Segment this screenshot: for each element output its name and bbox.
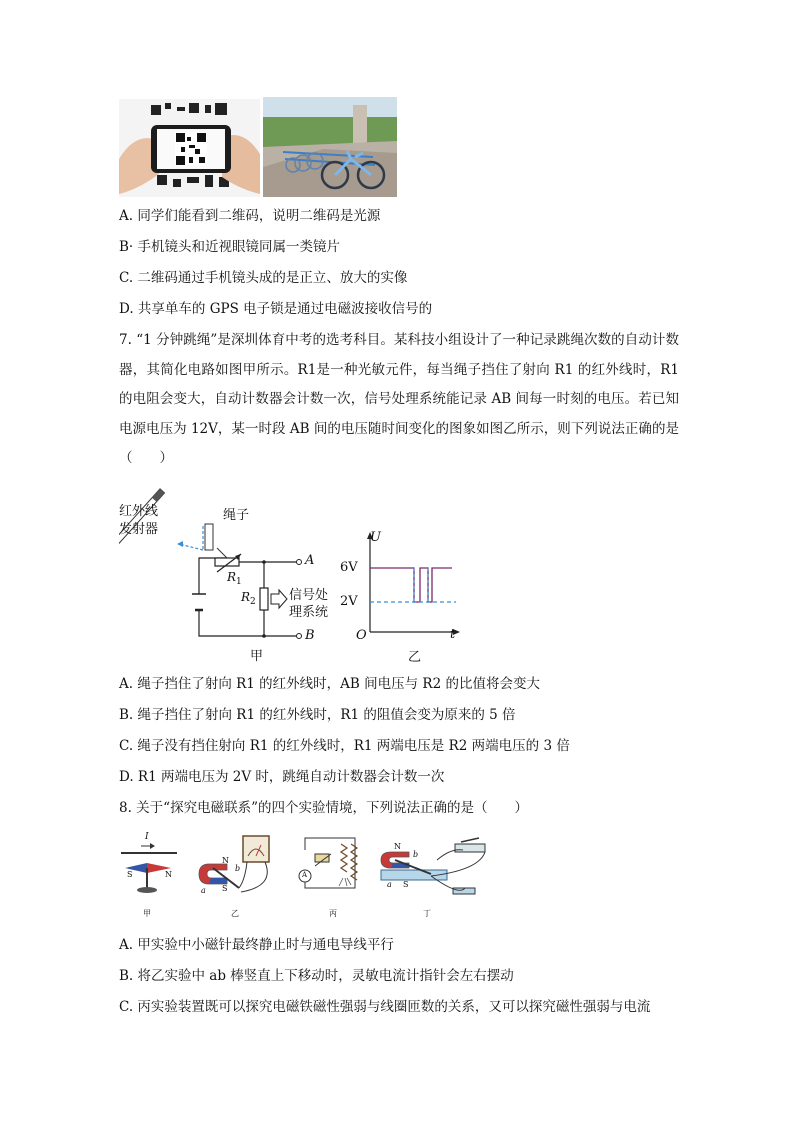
bing-ammeter-label: A bbox=[302, 871, 308, 879]
jia-current-label: I bbox=[145, 832, 149, 842]
q7-voltage-graph bbox=[340, 530, 472, 665]
signal-label-2: 理系统 bbox=[289, 605, 329, 620]
q7-option-d: D. R1 两端电压为 2V 时，跳绳自动计数器会计数一次 bbox=[119, 769, 445, 785]
shared-bikes-photo bbox=[263, 97, 397, 197]
ding-b-label: b bbox=[413, 850, 419, 859]
q7-option-c: C. 绳子没有挡住射向 R1 的红外线时，R1 两端电压是 R2 两端电压的 3 倍 bbox=[119, 738, 570, 754]
figure-yi-label: 乙 bbox=[231, 909, 239, 918]
q6-option-b: B· 手机镜头和近视眼镜同属一类镜片 bbox=[119, 239, 341, 255]
q7-option-a: A. 绳子挡住了射向 R1 的红外线时，AB 间电压与 R2 的比值将会变大 bbox=[119, 676, 540, 692]
terminal-a-label: A bbox=[305, 553, 315, 568]
rope-label: 绳子 bbox=[223, 508, 250, 523]
q8-stem: 8. 关于“探究电磁联系”的四个实验情境，下列说法正确的是（ ） bbox=[119, 800, 528, 816]
q8-option-c: C. 丙实验装置既可以探究电磁铁磁性强弱与线圈匝数的关系，又可以探究磁性强弱与电流 bbox=[119, 999, 651, 1015]
axis-u-label: U bbox=[370, 530, 381, 545]
q7-circuit-figure bbox=[119, 486, 339, 664]
q8-experiment-figures bbox=[119, 830, 499, 922]
tick-2v-label: 2V bbox=[340, 594, 358, 609]
qr-phone-photo bbox=[119, 99, 260, 197]
emitter-label: 红外线 bbox=[119, 504, 159, 519]
figure-ding-label: 丁 bbox=[423, 909, 431, 918]
terminal-b-label: B bbox=[305, 628, 315, 643]
yi-a-label: a bbox=[201, 886, 206, 895]
q7-stem: 7. “1 分钟跳绳”是深圳体育中考的选考科目。某科技小组设计了一种记录跳绳次数的自动计数器，其简化电路如图甲所示。R1是一种光敏元件，每当绳子挡住了射向 R1 的红外线时，R1 的电阻会变大，自动计数器会计数一次，信号处理系统能记录 AB 间每一时刻的电压。若已知电源电压为 12V，某一时段 AB 间的电压随时间变化的图象如图乙所示，则下列说法正确的是（ ） bbox=[119, 332, 679, 466]
figure-jia-caption: 甲 bbox=[250, 649, 264, 664]
axis-t-label: t bbox=[450, 627, 456, 642]
jia-n-label: N bbox=[165, 870, 172, 879]
ding-s-label: S bbox=[403, 880, 409, 889]
figure-jia-label: 甲 bbox=[143, 909, 151, 918]
signal-label-1: 信号处 bbox=[289, 588, 329, 603]
r2-label: $R_2$ bbox=[241, 590, 256, 607]
figure-bing-label: 丙 bbox=[329, 909, 337, 918]
yi-b-label: b bbox=[235, 864, 241, 873]
ding-a-label: a bbox=[387, 880, 392, 889]
q7-option-b: B. 绳子挡住了射向 R1 的红外线时，R1 的阻值会变为原来的 5 倍 bbox=[119, 707, 516, 723]
jia-s-label: S bbox=[127, 870, 133, 879]
q8-option-a: A. 甲实验中小磁针最终静止时与通电导线平行 bbox=[119, 937, 394, 953]
emitter-label-2: 发射器 bbox=[119, 522, 159, 537]
origin-label: O bbox=[356, 628, 367, 643]
q8-option-b: B. 将乙实验中 ab 棒竖直上下移动时，灵敏电流计指针会左右摆动 bbox=[119, 968, 514, 984]
q6-option-d: D. 共享单车的 GPS 电子锁是通过电磁波接收信号的 bbox=[119, 301, 433, 317]
figure-yi-caption: 乙 bbox=[408, 650, 422, 665]
r1-label: $R_1$ bbox=[227, 570, 242, 587]
q6-option-c: C. 二维码通过手机镜头成的是正立、放大的实像 bbox=[119, 270, 408, 286]
q6-option-a: A. 同学们能看到二维码，说明二维码是光源 bbox=[119, 208, 381, 224]
ding-n-label: N bbox=[394, 842, 401, 851]
yi-n-label: N bbox=[222, 856, 229, 865]
yi-s-label: S bbox=[222, 884, 228, 893]
tick-6v-label: 6V bbox=[340, 560, 358, 575]
